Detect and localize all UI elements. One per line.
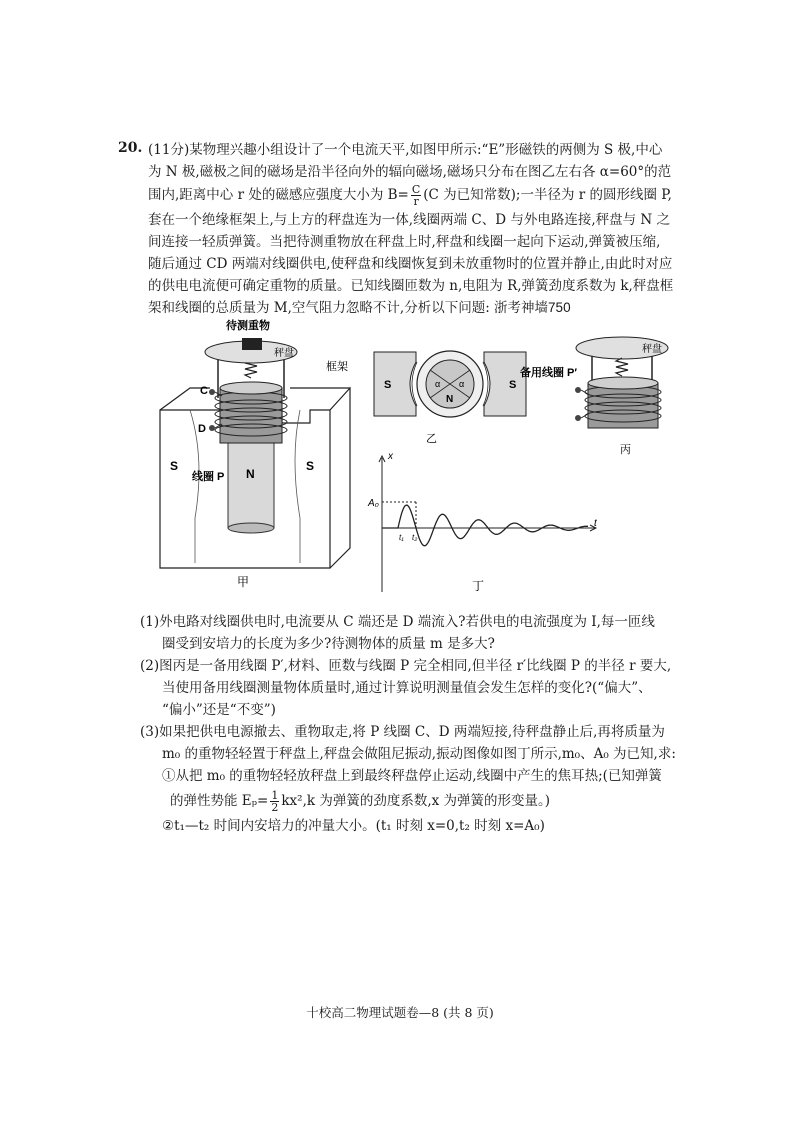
ep-fraction: $\frac{1}{2}$: [271, 789, 279, 814]
magnet-right: [484, 352, 526, 416]
label-frame: 框架: [326, 361, 348, 373]
yi-alpha-left: α: [435, 379, 441, 389]
part-1-line-2: 圈受到安培力的长度为多少?待测物体的质量 m 是多大?: [162, 636, 495, 652]
part-2-line-1: (2)图丙是一备用线圈 P′,材料、匝数与线圈 P 完全相同,但半径 r′比线圈 P 的半径 r 要大,: [140, 658, 672, 674]
caption-bing: 丙: [620, 444, 631, 456]
part-3-line-1: (3)如果把供电电源撤去、重物取走,将 P 线圈 C、D 两端短接,待秤盘静止后,再将质量为: [140, 724, 665, 740]
caption-jia: 甲: [237, 575, 250, 589]
b-fraction: $\frac{C}{r}$: [411, 183, 421, 208]
bing-pan-label: 秤盘: [642, 344, 662, 355]
caption-ding: 丁: [472, 579, 485, 593]
intro-line-7: 的供电电流便可确定重物的质量。已知线圈匝数为 n,电阻为 R,弹簧劲度系数为 k,秤盘框: [148, 278, 674, 294]
label-s-right: S: [306, 459, 315, 473]
figure-jia: [150, 318, 370, 588]
n-pole-core: [228, 438, 274, 528]
part-3-line-2: m₀ 的重物轻轻置于秤盘上,秤盘会做阻尼振动,振动图像如图丁所示,m₀、A₀ 为已知,求:: [162, 746, 676, 762]
part-3-line-3: ①从把 m₀ 的重物轻轻放秤盘上到最终秤盘停止运动,线圈中产生的焦耳热;(已知弹簧: [162, 768, 662, 784]
question-number: 20.: [118, 140, 143, 156]
intro-line-2: 为 N 极,磁极之间的磁场是沿半径向外的辐向磁场,磁场只分布在图乙左右各 α=60°的范: [148, 164, 672, 180]
intro-line-6: 随后通过 CD 两端对线圈供电,使秤盘和线圈恢复到未放重物时的位置并静止,由此时对应: [148, 256, 673, 272]
weight-block: [242, 338, 262, 350]
watermark: 浙考神墙750: [494, 300, 571, 315]
label-c: C: [200, 385, 208, 397]
part-1-line-1: (1)外电路对线圈供电时,电流要从 C 端还是 D 端流入?若供电的电流强度为 I,每一匝线: [140, 614, 655, 630]
label-weight: 待测重物: [226, 320, 270, 332]
page-footer: 十校高二物理试题卷—8 (共 8 页): [306, 1005, 494, 1020]
label-n: N: [246, 467, 255, 481]
terminal-c: [209, 389, 215, 395]
label-d: D: [198, 423, 206, 435]
intro-line-3: [148, 184, 672, 207]
ding-x-label: x: [388, 451, 393, 462]
part-2-line-2: 当使用备用线圈测量物体质量时,通过计算说明测量值会发生怎样的变化?(“偏大”、: [162, 680, 652, 696]
intro-line-3-after: (C 为已知常数);一半径为 r 的圆形线圈 P,: [423, 187, 672, 203]
intro-line-5: 间连接一轻质弹簧。当把待测重物放在秤盘上时,秤盘和线圈一起向下运动,弹簧被压缩,: [148, 234, 661, 250]
figure-ding: [368, 452, 608, 597]
ding-t2-label: t₂: [412, 533, 418, 542]
figure-yi: [372, 340, 528, 445]
intro-line-3-before: 围内,距离中心 r 处的磁感应强度大小为 B=: [148, 187, 409, 203]
figure-bing: [520, 328, 680, 458]
intro-line-1: (11分)某物理兴趣小组设计了一个电流天平,如图甲所示:“E”形磁铁的两侧为 S 极,中心: [148, 142, 663, 158]
part-2-line-3: “偏小”还是“不变”): [162, 702, 276, 718]
intro-line-8: [148, 298, 571, 318]
yi-s-right: S: [509, 379, 517, 391]
label-coil: 线圈 P: [192, 471, 225, 483]
ding-a0-label: A₀: [368, 498, 379, 509]
magnet-left: [374, 352, 416, 416]
part-3-line-5: ②t₁—t₂ 时间内安培力的冲量大小。(t₁ 时刻 x=0,t₂ 时刻 x=A₀): [162, 818, 545, 834]
label-s-left: S: [170, 459, 179, 473]
yi-alpha-right: α: [459, 379, 465, 389]
intro-line-8-text: 架和线圈的总质量为 M,空气阻力忽略不计,分析以下问题:: [148, 300, 490, 316]
intro-line-4: 套在一个绝缘框架上,与上方的秤盘连为一体,线圈两端 C、D 与外电路连接,秤盘与 N 之: [148, 212, 671, 228]
bing-coil-label: 备用线圈 P′: [520, 367, 578, 379]
ding-t-label: t: [594, 518, 597, 529]
ding-t1-label: t₁: [399, 533, 404, 542]
terminal-d: [209, 425, 215, 431]
label-pan: 秤盘: [274, 348, 294, 359]
yi-s-left: S: [384, 379, 392, 391]
yi-n: N: [446, 394, 454, 405]
caption-yi: 乙: [426, 433, 437, 445]
part-3-line-4: 的弹性势能 Eₚ= $\frac{1}{2}$ kx²,k 为弹簧的劲度系数,x 为弹簧的形变量。): [170, 789, 551, 814]
